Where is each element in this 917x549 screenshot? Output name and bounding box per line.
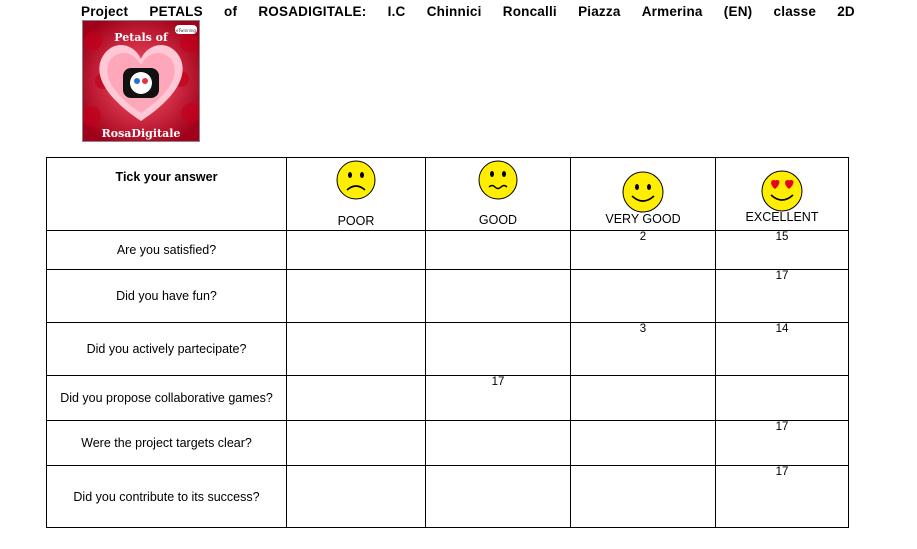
title-word: of — [224, 4, 238, 19]
logo-badge-text: eTwinning — [176, 28, 196, 33]
title-word: Roncalli — [502, 4, 557, 19]
logo-bottom-text: RosaDigitale — [101, 127, 181, 140]
column-header-poor — [287, 158, 426, 231]
answer-cell — [716, 270, 849, 323]
header-row — [47, 158, 849, 231]
column-label-excellent: EXCELLENT — [745, 210, 819, 224]
table-row — [47, 323, 849, 376]
column-header-excellent — [716, 158, 849, 231]
answer-cell — [571, 323, 716, 376]
title-word: Armerina — [641, 4, 703, 19]
document-title — [81, 4, 855, 19]
heart-eyes-face-icon — [760, 169, 804, 213]
answer-cell — [426, 466, 571, 528]
title-word: Chinnici — [426, 4, 482, 19]
answer-cell — [716, 466, 849, 528]
smiling-face-icon — [621, 170, 665, 214]
answer-cell — [716, 376, 849, 421]
title-word: ROSADIGITALE: — [258, 4, 367, 19]
answer-cell — [287, 323, 426, 376]
answer-cell — [287, 421, 426, 466]
column-label-very-good: VERY GOOD — [605, 212, 681, 226]
title-word: I.C — [387, 4, 406, 19]
title-word: PETALS — [149, 4, 203, 19]
title-word: Piazza — [578, 4, 621, 19]
count-value: 15 — [775, 231, 789, 243]
table-row — [47, 376, 849, 421]
survey-table — [46, 157, 849, 528]
answer-cell — [426, 376, 571, 421]
title-word: 2D — [837, 4, 855, 19]
answer-cell — [287, 466, 426, 528]
answer-cell — [287, 231, 426, 270]
question-cell: Are you satisfied? — [47, 231, 287, 270]
question-cell: Did you actively partecipate? — [47, 323, 287, 376]
count-value: 3 — [639, 323, 647, 335]
table-row — [47, 231, 849, 270]
answer-cell — [287, 270, 426, 323]
column-label-good: GOOD — [478, 213, 518, 227]
answer-cell — [426, 231, 571, 270]
answer-cell — [716, 421, 849, 466]
table-row — [47, 421, 849, 466]
count-value: 17 — [491, 376, 505, 388]
answer-cell — [426, 323, 571, 376]
answer-cell — [571, 270, 716, 323]
answer-cell — [571, 466, 716, 528]
question-cell: Did you propose collaborative games? — [47, 376, 287, 421]
title-word: Project — [81, 4, 129, 19]
column-header-good — [426, 158, 571, 231]
answer-cell — [287, 376, 426, 421]
title-word: classe — [773, 4, 817, 19]
count-value: 17 — [775, 421, 789, 433]
count-value: 2 — [639, 231, 647, 243]
column-header-very-good — [571, 158, 716, 231]
project-logo — [82, 20, 200, 142]
table-row — [47, 270, 849, 323]
answer-cell — [571, 421, 716, 466]
sad-face-icon — [335, 159, 377, 201]
question-cell: Were the project targets clear? — [47, 421, 287, 466]
answer-cell — [571, 376, 716, 421]
worried-face-icon — [477, 159, 519, 201]
answer-cell — [716, 231, 849, 270]
table-row — [47, 466, 849, 528]
answer-cell — [571, 231, 716, 270]
column-label-poor: POOR — [337, 214, 375, 228]
answer-cell — [426, 270, 571, 323]
logo-top-text: Petals of — [114, 31, 168, 44]
question-cell: Did you have fun? — [47, 270, 287, 323]
count-value: 17 — [775, 270, 789, 282]
count-value: 17 — [775, 466, 789, 478]
question-cell: Did you contribute to its success? — [47, 466, 287, 528]
question-header: Tick your answer — [47, 158, 287, 231]
answer-cell — [426, 421, 571, 466]
count-value: 14 — [775, 323, 789, 335]
title-word: (EN) — [723, 4, 753, 19]
answer-cell — [716, 323, 849, 376]
